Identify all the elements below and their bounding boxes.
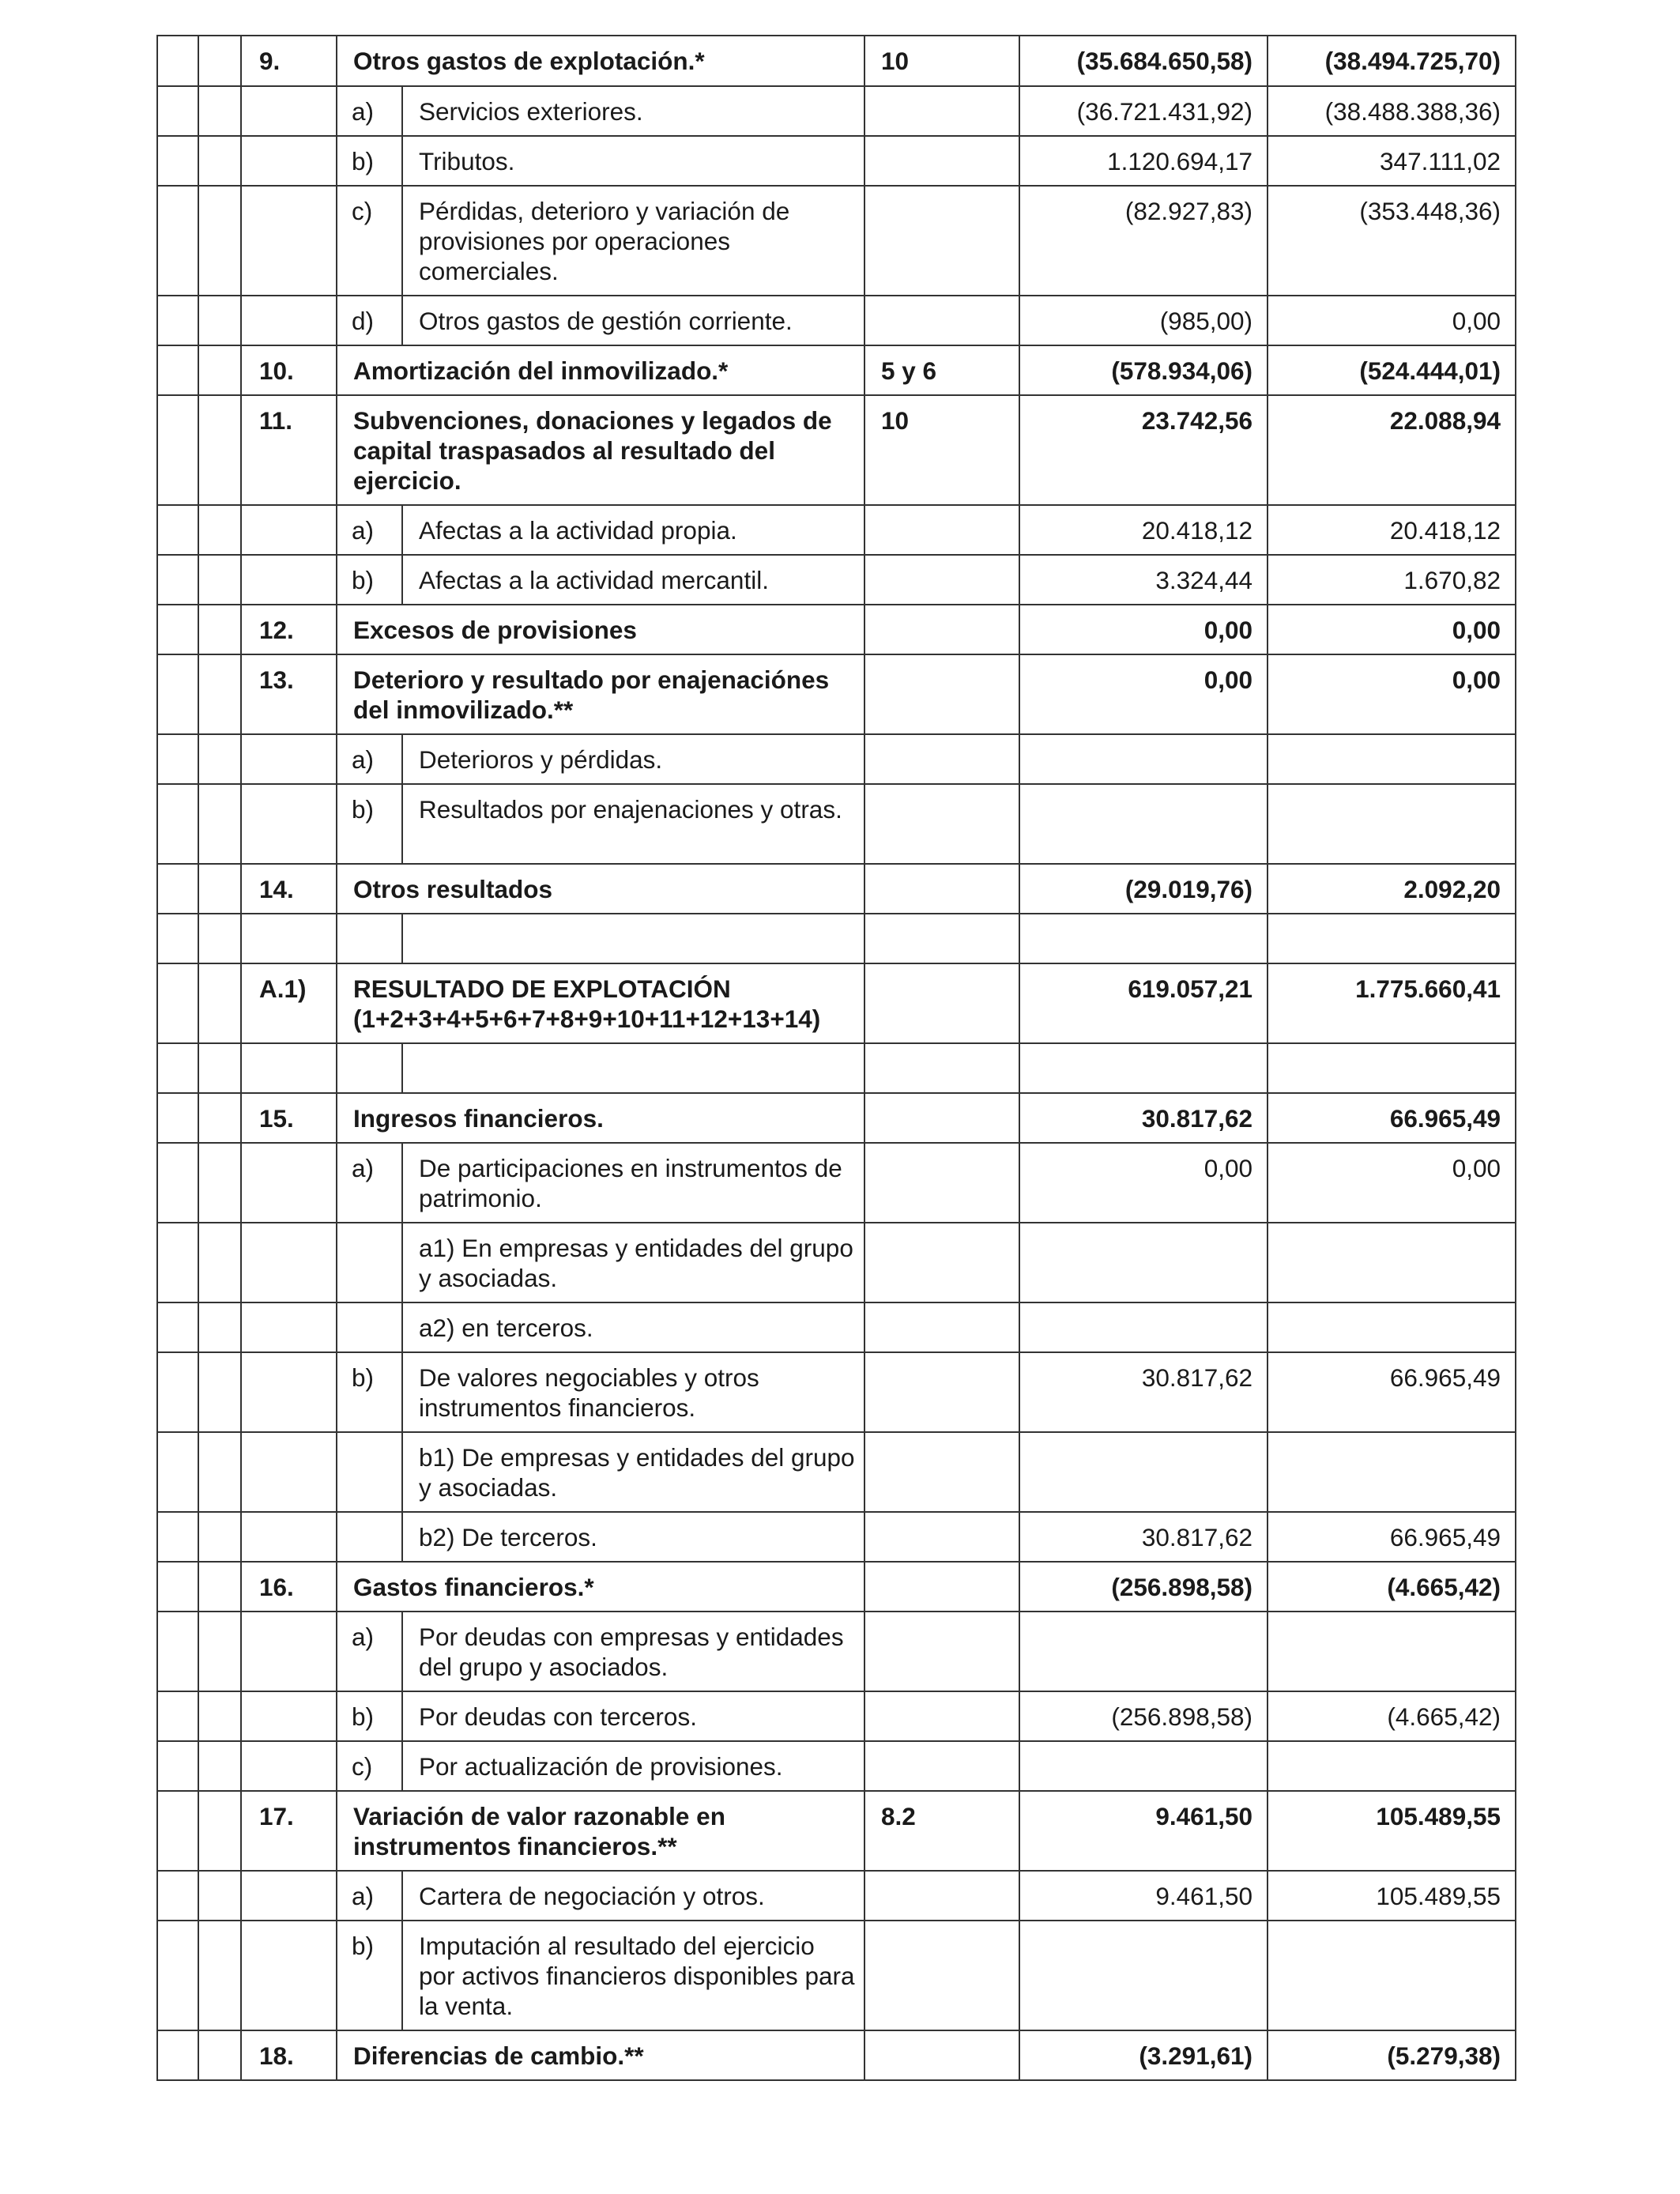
row-label: Otros gastos de gestión corriente. [402, 296, 864, 345]
margin-cell-1 [157, 1302, 198, 1352]
row-note [864, 2030, 1019, 2080]
row-note [864, 1921, 1019, 2030]
table-row [157, 1921, 1516, 2030]
row-note [864, 296, 1019, 345]
row-value-year2: 0,00 [1268, 296, 1516, 345]
row-label: Subvenciones, donaciones y legados de capital traspasados al resultado del ejercicio. [337, 395, 864, 505]
row-note [864, 555, 1019, 605]
row-value-year2 [1268, 1921, 1516, 2030]
margin-cell-1 [157, 864, 198, 914]
row-value-year1: (36.721.431,92) [1019, 86, 1268, 136]
row-sub-letter [337, 1043, 402, 1093]
row-sub-letter: a) [337, 1871, 402, 1921]
row-value-year1 [1019, 1432, 1268, 1512]
row-value-year2: (38.488.388,36) [1268, 86, 1516, 136]
row-code: 12. [241, 605, 337, 654]
row-note [864, 1691, 1019, 1741]
margin-cell-2 [198, 734, 241, 784]
row-value-year2 [1268, 1302, 1516, 1352]
row-sub-letter: b) [337, 1691, 402, 1741]
margin-cell-2 [198, 963, 241, 1043]
table-row [157, 345, 1516, 395]
row-value-year2: (5.279,38) [1268, 2030, 1516, 2080]
row-code: 14. [241, 864, 337, 914]
row-note [864, 914, 1019, 963]
row-label: Afectas a la actividad mercantil. [402, 555, 864, 605]
table-row [157, 734, 1516, 784]
margin-cell-1 [157, 1691, 198, 1741]
row-value-year1: 0,00 [1019, 1143, 1268, 1223]
row-label: Imputación al resultado del ejercicio por activos financieros disponibles para la venta. [402, 1921, 864, 2030]
row-sub-letter: d) [337, 296, 402, 345]
row-value-year2: 2.092,20 [1268, 864, 1516, 914]
row-sub-letter: a) [337, 86, 402, 136]
row-value-year2: (4.665,42) [1268, 1691, 1516, 1741]
margin-cell-2 [198, 1143, 241, 1223]
table-row [157, 1512, 1516, 1562]
row-sub-letter: b) [337, 784, 402, 864]
margin-cell-1 [157, 86, 198, 136]
row-value-year1 [1019, 1043, 1268, 1093]
row-value-year2 [1268, 784, 1516, 864]
row-note: 5 y 6 [864, 345, 1019, 395]
row-value-year1 [1019, 1302, 1268, 1352]
row-value-year1: 30.817,62 [1019, 1093, 1268, 1143]
row-label [402, 1043, 864, 1093]
row-note [864, 1562, 1019, 1612]
row-label: Tributos. [402, 136, 864, 186]
row-label: a2) en terceros. [402, 1302, 864, 1352]
row-label [402, 914, 864, 963]
row-label: Por deudas con empresas y entidades del grupo y asociados. [402, 1612, 864, 1691]
row-sub-letter [337, 1512, 402, 1562]
row-value-year2: 66.965,49 [1268, 1093, 1516, 1143]
row-label: Afectas a la actividad propia. [402, 505, 864, 555]
row-label: Deterioro y resultado por enajenaciónes del inmovilizado.** [337, 654, 864, 734]
margin-cell-1 [157, 1223, 198, 1302]
margin-cell-1 [157, 36, 198, 86]
row-code: 9. [241, 36, 337, 86]
margin-cell-2 [198, 1223, 241, 1302]
margin-cell-2 [198, 1432, 241, 1512]
row-value-year2: (4.665,42) [1268, 1562, 1516, 1612]
margin-cell-1 [157, 914, 198, 963]
table-row [157, 1223, 1516, 1302]
row-code [241, 86, 337, 136]
row-sub-letter: a) [337, 1612, 402, 1691]
row-sub-letter: b) [337, 136, 402, 186]
row-label: Amortización del inmovilizado.* [337, 345, 864, 395]
table-row [157, 186, 1516, 296]
row-note [864, 963, 1019, 1043]
row-note [864, 136, 1019, 186]
row-sub-letter [337, 1432, 402, 1512]
row-note [864, 1612, 1019, 1691]
row-value-year1: 0,00 [1019, 605, 1268, 654]
margin-cell-1 [157, 1871, 198, 1921]
row-note [864, 1143, 1019, 1223]
margin-cell-1 [157, 1562, 198, 1612]
table-row [157, 1741, 1516, 1791]
margin-cell-2 [198, 345, 241, 395]
row-value-year1: 30.817,62 [1019, 1352, 1268, 1432]
margin-cell-2 [198, 605, 241, 654]
row-label: Pérdidas, deterioro y variación de provisiones por operaciones comerciales. [402, 186, 864, 296]
row-value-year1: (985,00) [1019, 296, 1268, 345]
row-value-year2: 66.965,49 [1268, 1512, 1516, 1562]
margin-cell-1 [157, 1093, 198, 1143]
margin-cell-1 [157, 2030, 198, 2080]
row-value-year1: (35.684.650,58) [1019, 36, 1268, 86]
table-row [157, 963, 1516, 1043]
table-row [157, 914, 1516, 963]
row-code [241, 784, 337, 864]
row-value-year1: (578.934,06) [1019, 345, 1268, 395]
table-row [157, 1043, 1516, 1093]
row-code [241, 505, 337, 555]
margin-cell-2 [198, 1921, 241, 2030]
margin-cell-2 [198, 864, 241, 914]
row-label: Por actualización de provisiones. [402, 1741, 864, 1791]
row-value-year2: 20.418,12 [1268, 505, 1516, 555]
row-sub-letter [337, 1223, 402, 1302]
row-label: Servicios exteriores. [402, 86, 864, 136]
row-value-year1: (29.019,76) [1019, 864, 1268, 914]
margin-cell-1 [157, 1921, 198, 2030]
margin-cell-2 [198, 2030, 241, 2080]
row-sub-letter [337, 1302, 402, 1352]
margin-cell-2 [198, 1093, 241, 1143]
row-note: 8.2 [864, 1791, 1019, 1871]
row-code: 11. [241, 395, 337, 505]
table-row [157, 1432, 1516, 1512]
row-note: 10 [864, 36, 1019, 86]
margin-cell-1 [157, 186, 198, 296]
row-value-year1: (3.291,61) [1019, 2030, 1268, 2080]
row-value-year1: (82.927,83) [1019, 186, 1268, 296]
table-row [157, 1791, 1516, 1871]
row-code: 18. [241, 2030, 337, 2080]
table-row [157, 555, 1516, 605]
row-label: b2) De terceros. [402, 1512, 864, 1562]
row-value-year2: 0,00 [1268, 1143, 1516, 1223]
table-row [157, 1691, 1516, 1741]
margin-cell-2 [198, 1871, 241, 1921]
margin-cell-1 [157, 505, 198, 555]
row-sub-letter: c) [337, 1741, 402, 1791]
row-value-year1: 30.817,62 [1019, 1512, 1268, 1562]
row-code [241, 1871, 337, 1921]
margin-cell-2 [198, 86, 241, 136]
table-row [157, 654, 1516, 734]
row-label: Deterioros y pérdidas. [402, 734, 864, 784]
row-note [864, 1871, 1019, 1921]
row-value-year1 [1019, 1223, 1268, 1302]
row-code [241, 1612, 337, 1691]
margin-cell-1 [157, 136, 198, 186]
row-value-year2 [1268, 1043, 1516, 1093]
margin-cell-1 [157, 1612, 198, 1691]
margin-cell-1 [157, 784, 198, 864]
margin-cell-2 [198, 914, 241, 963]
margin-cell-1 [157, 1512, 198, 1562]
row-label: Variación de valor razonable en instrumentos financieros.** [337, 1791, 864, 1871]
row-code [241, 1741, 337, 1791]
row-sub-letter: a) [337, 1143, 402, 1223]
row-value-year2: (38.494.725,70) [1268, 36, 1516, 86]
row-sub-letter: c) [337, 186, 402, 296]
row-code [241, 734, 337, 784]
row-label: De valores negociables y otros instrumentos financieros. [402, 1352, 864, 1432]
row-value-year2: (524.444,01) [1268, 345, 1516, 395]
row-code [241, 1223, 337, 1302]
row-value-year1 [1019, 784, 1268, 864]
margin-cell-2 [198, 1691, 241, 1741]
table-row [157, 296, 1516, 345]
row-value-year2: 22.088,94 [1268, 395, 1516, 505]
row-value-year2: 347.111,02 [1268, 136, 1516, 186]
row-value-year1 [1019, 734, 1268, 784]
row-sub-letter: b) [337, 555, 402, 605]
row-value-year2: 105.489,55 [1268, 1871, 1516, 1921]
table-row [157, 36, 1516, 86]
row-label: b1) De empresas y entidades del grupo y asociadas. [402, 1432, 864, 1512]
row-value-year1: 0,00 [1019, 654, 1268, 734]
row-note [864, 1352, 1019, 1432]
margin-cell-1 [157, 296, 198, 345]
row-code: 15. [241, 1093, 337, 1143]
table-body [157, 36, 1516, 2080]
row-code [241, 1043, 337, 1093]
margin-cell-2 [198, 395, 241, 505]
row-code: 16. [241, 1562, 337, 1612]
row-code [241, 296, 337, 345]
row-note [864, 605, 1019, 654]
income-statement-table [156, 35, 1516, 2081]
margin-cell-1 [157, 1741, 198, 1791]
margin-cell-1 [157, 1352, 198, 1432]
row-value-year2 [1268, 914, 1516, 963]
margin-cell-2 [198, 1562, 241, 1612]
row-code [241, 555, 337, 605]
margin-cell-2 [198, 1791, 241, 1871]
row-value-year2 [1268, 1223, 1516, 1302]
margin-cell-2 [198, 1302, 241, 1352]
table-row [157, 86, 1516, 136]
row-label: Otros resultados [337, 864, 864, 914]
row-value-year1 [1019, 1921, 1268, 2030]
margin-cell-2 [198, 555, 241, 605]
row-note [864, 734, 1019, 784]
row-sub-letter: a) [337, 505, 402, 555]
margin-cell-1 [157, 345, 198, 395]
row-value-year1: 9.461,50 [1019, 1871, 1268, 1921]
row-code: 13. [241, 654, 337, 734]
margin-cell-2 [198, 505, 241, 555]
row-value-year2: 1.670,82 [1268, 555, 1516, 605]
margin-cell-1 [157, 605, 198, 654]
row-label: Excesos de provisiones [337, 605, 864, 654]
table-row [157, 1871, 1516, 1921]
row-value-year2: 105.489,55 [1268, 1791, 1516, 1871]
row-note [864, 654, 1019, 734]
row-note [864, 505, 1019, 555]
row-code [241, 1512, 337, 1562]
row-code: A.1) [241, 963, 337, 1043]
row-value-year2: (353.448,36) [1268, 186, 1516, 296]
row-value-year1: 23.742,56 [1019, 395, 1268, 505]
row-label: a1) En empresas y entidades del grupo y asociadas. [402, 1223, 864, 1302]
margin-cell-1 [157, 1143, 198, 1223]
margin-cell-1 [157, 654, 198, 734]
margin-cell-1 [157, 555, 198, 605]
table-row [157, 1143, 1516, 1223]
row-code [241, 186, 337, 296]
row-value-year1 [1019, 1612, 1268, 1691]
row-label: Otros gastos de explotación.* [337, 36, 864, 86]
table-row [157, 784, 1516, 864]
table-row [157, 136, 1516, 186]
row-sub-letter: b) [337, 1921, 402, 2030]
row-note [864, 1302, 1019, 1352]
margin-cell-2 [198, 1352, 241, 1432]
row-value-year2: 0,00 [1268, 605, 1516, 654]
margin-cell-2 [198, 1741, 241, 1791]
margin-cell-2 [198, 36, 241, 86]
row-note [864, 1093, 1019, 1143]
margin-cell-2 [198, 186, 241, 296]
margin-cell-2 [198, 654, 241, 734]
row-code [241, 1143, 337, 1223]
row-value-year1: 619.057,21 [1019, 963, 1268, 1043]
table-row [157, 1612, 1516, 1691]
row-value-year2 [1268, 1741, 1516, 1791]
table-row [157, 2030, 1516, 2080]
row-label: Cartera de negociación y otros. [402, 1871, 864, 1921]
row-value-year2 [1268, 1612, 1516, 1691]
row-label: De participaciones en instrumentos de patrimonio. [402, 1143, 864, 1223]
row-code [241, 136, 337, 186]
row-value-year1: 20.418,12 [1019, 505, 1268, 555]
table-row [157, 395, 1516, 505]
row-value-year1: (256.898,58) [1019, 1562, 1268, 1612]
margin-cell-1 [157, 1043, 198, 1093]
row-note [864, 86, 1019, 136]
row-value-year1: 3.324,44 [1019, 555, 1268, 605]
margin-cell-1 [157, 395, 198, 505]
table-row [157, 1302, 1516, 1352]
table-row [157, 1352, 1516, 1432]
row-code: 17. [241, 1791, 337, 1871]
margin-cell-2 [198, 1612, 241, 1691]
row-code [241, 1921, 337, 2030]
margin-cell-2 [198, 784, 241, 864]
row-note [864, 784, 1019, 864]
row-note [864, 186, 1019, 296]
row-value-year1: 9.461,50 [1019, 1791, 1268, 1871]
margin-cell-1 [157, 734, 198, 784]
row-value-year1 [1019, 914, 1268, 963]
row-note [864, 1741, 1019, 1791]
row-code: 10. [241, 345, 337, 395]
row-value-year1: (256.898,58) [1019, 1691, 1268, 1741]
row-note: 10 [864, 395, 1019, 505]
row-code [241, 914, 337, 963]
row-label: Por deudas con terceros. [402, 1691, 864, 1741]
table-row [157, 605, 1516, 654]
row-value-year2 [1268, 1432, 1516, 1512]
table-row [157, 1093, 1516, 1143]
margin-cell-2 [198, 136, 241, 186]
margin-cell-1 [157, 1432, 198, 1512]
margin-cell-2 [198, 1512, 241, 1562]
row-value-year1: 1.120.694,17 [1019, 136, 1268, 186]
row-code [241, 1432, 337, 1512]
row-value-year2: 1.775.660,41 [1268, 963, 1516, 1043]
row-label: RESULTADO DE EXPLOTACIÓN (1+2+3+4+5+6+7+8+9+10+11+12+13+14) [337, 963, 864, 1043]
row-note [864, 1432, 1019, 1512]
row-note [864, 864, 1019, 914]
table-row [157, 505, 1516, 555]
row-code [241, 1691, 337, 1741]
margin-cell-1 [157, 963, 198, 1043]
row-value-year2: 0,00 [1268, 654, 1516, 734]
table-row [157, 864, 1516, 914]
row-label: Gastos financieros.* [337, 1562, 864, 1612]
row-value-year2: 66.965,49 [1268, 1352, 1516, 1432]
row-code [241, 1302, 337, 1352]
row-value-year1 [1019, 1741, 1268, 1791]
row-label: Ingresos financieros. [337, 1093, 864, 1143]
row-label: Resultados por enajenaciones y otras. [402, 784, 864, 864]
row-note [864, 1512, 1019, 1562]
row-value-year2 [1268, 734, 1516, 784]
row-note [864, 1043, 1019, 1093]
margin-cell-2 [198, 1043, 241, 1093]
row-code [241, 1352, 337, 1432]
row-sub-letter: b) [337, 1352, 402, 1432]
row-label: Diferencias de cambio.** [337, 2030, 864, 2080]
row-sub-letter [337, 914, 402, 963]
margin-cell-1 [157, 1791, 198, 1871]
row-sub-letter: a) [337, 734, 402, 784]
margin-cell-2 [198, 296, 241, 345]
table-row [157, 1562, 1516, 1612]
row-note [864, 1223, 1019, 1302]
